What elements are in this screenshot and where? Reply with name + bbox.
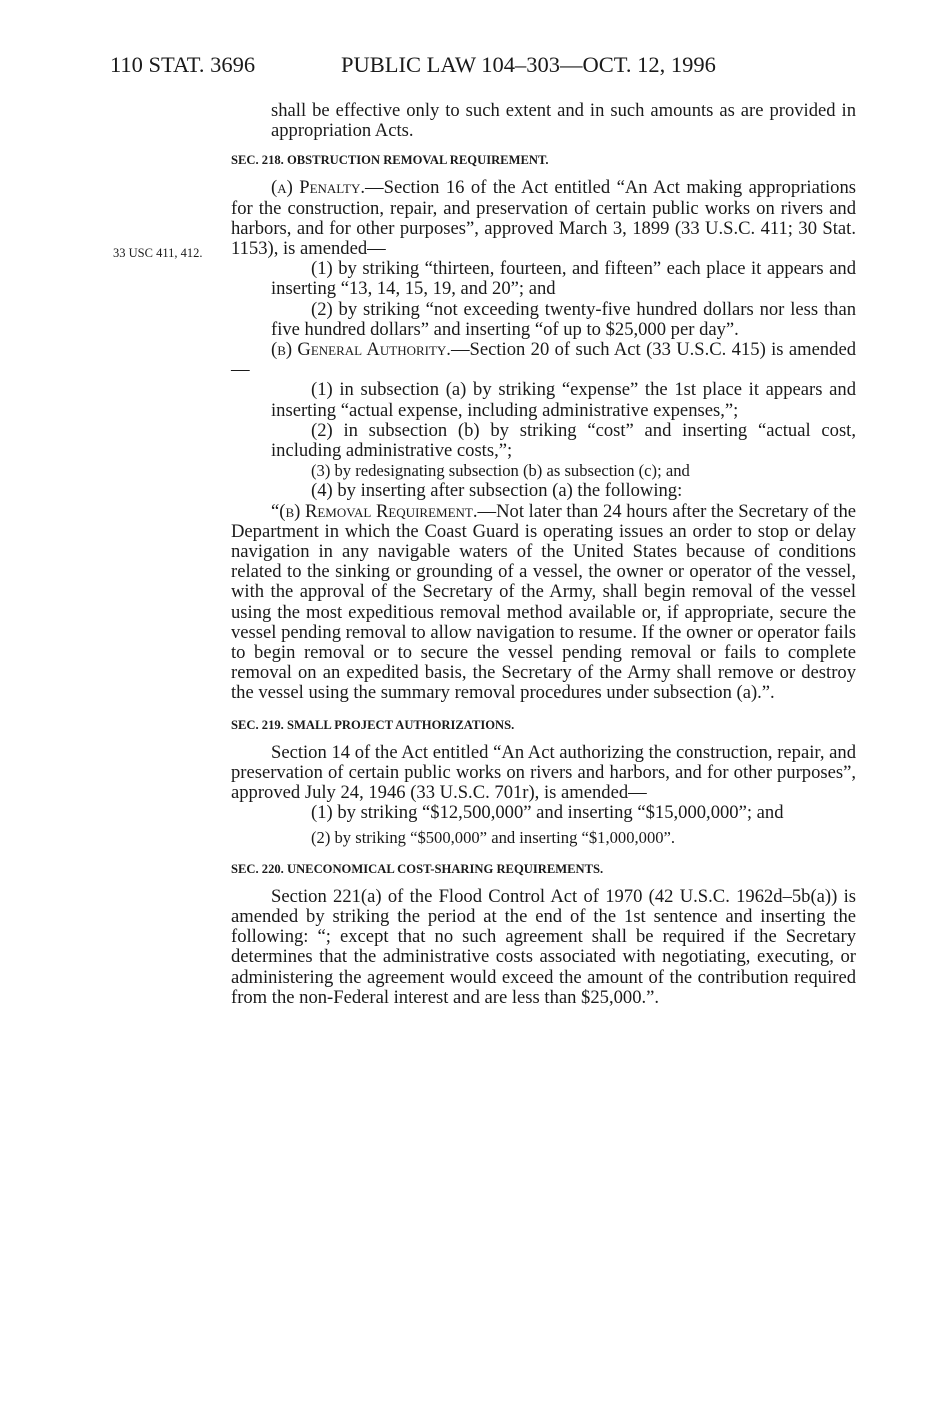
page-header bbox=[0, 52, 939, 84]
sec218-a-label: (a) Penalty. bbox=[271, 177, 366, 199]
sec218-b2: (2) in subsection (b) by striking “cost” and inserting “actual cost, including administrative costs,”; bbox=[271, 419, 856, 462]
sec218-b-text: —Section 20 of such Act (33 U.S.C. 415) is amended— bbox=[231, 339, 856, 381]
sec218-quote-label: “(b) Removal Requirement. bbox=[271, 500, 478, 522]
sec219-text: Section 14 of the Act entitled “An Act authorizing the construction, repair, and preservation of certain public works on rivers and harbors, and for other purposes”, approved July 24, 1946 (33 U.S.C. 701r), is amended— bbox=[231, 741, 856, 804]
sec219-i1: (1) by striking “$12,500,000” and inserting “$15,000,000”; and bbox=[311, 802, 784, 824]
sec220-text: Section 221(a) of the Flood Control Act of 1970 (42 U.S.C. 1962d–5b(a)) is amended by striking the period at the end of the 1st sentence and inserting the following: “; except that no such agreement shall be required if the Secretary determines that the administrative costs associated with negotiating, executing, or administering the agreement would exceed the amount of the contribution required from the non-Federal interest and are less than $25,000.”. bbox=[231, 885, 856, 1008]
sec218-a-text: —Section 16 of the Act entitled “An Act making appropriations for the construction, repair, and preservation of certain public works on rivers and harbors, and for other purposes”, approved March 3, 1899 (33 U.S.C. 411; 30 Stat. 1153), is amended— bbox=[231, 177, 856, 260]
body-text bbox=[231, 101, 856, 1008]
margin-citation: 33 USC 411, 412. bbox=[113, 246, 203, 260]
sec218-a1: (1) by striking “thirteen, fourteen, and fifteen” each place it appears and inserting “13, 14, 15, 19, and 20”; and bbox=[271, 258, 856, 300]
sec218-b4: (4) by inserting after subsection (a) the following: bbox=[311, 480, 683, 502]
sec218-quote-paragraph bbox=[231, 502, 856, 704]
section-219-heading: SEC. 219. SMALL PROJECT AUTHORIZATIONS. bbox=[231, 717, 515, 732]
intro-paragraph: shall be effective only to such extent and in such amounts as are provided in appropriation Acts. bbox=[271, 100, 856, 142]
sec218-a-paragraph bbox=[231, 178, 856, 259]
sec218-b-label: (b) General Authority. bbox=[271, 339, 451, 361]
sec218-b3: (3) by redesignating subsection (b) as subsection (c); and bbox=[311, 461, 690, 481]
statute-page-number: 110 STAT. 3696 bbox=[110, 52, 256, 77]
sec218-b1: (1) in subsection (a) by striking “expense” the 1st place it appears and inserting “actual expense, including administrative expenses,”; bbox=[271, 379, 856, 421]
public-law-title: PUBLIC LAW 104–303—OCT. 12, 1996 bbox=[341, 52, 716, 77]
section-220-heading: SEC. 220. UNECONOMICAL COST-SHARING REQUIREMENTS. bbox=[231, 861, 604, 876]
sec218-quote-text: —Not later than 24 hours after the Secretary of the Department in which the Coast Guard is operating issues an order to stop or delay navigation in any navigable waters of the United States because of conditions related to the sinking or grounding of a vessel, the owner or operator of the vessel, with the approval of the Secretary of the Army, shall begin removal of the vessel using the most expeditious removal method available or, if appropriate, secure the vessel pending removal to allow navigation to resume. If the owner or operator fails to begin removal or to secure the vessel pending removal or fails to complete removal on an expedited basis, the Secretary of the Army shall remove or destroy the vessel using the summary removal procedures under subsection (a).”. bbox=[231, 500, 856, 704]
sec218-a2: (2) by striking “not exceeding twenty-five hundred dollars nor less than five hundred dollars” and inserting “of up to $25,000 per day”. bbox=[271, 298, 856, 340]
sec218-b-paragraph bbox=[231, 340, 856, 380]
section-218-heading: SEC. 218. OBSTRUCTION REMOVAL REQUIREMENT. bbox=[231, 153, 549, 168]
sec219-i2: (2) by striking “$500,000” and inserting “$1,000,000”. bbox=[311, 827, 676, 847]
